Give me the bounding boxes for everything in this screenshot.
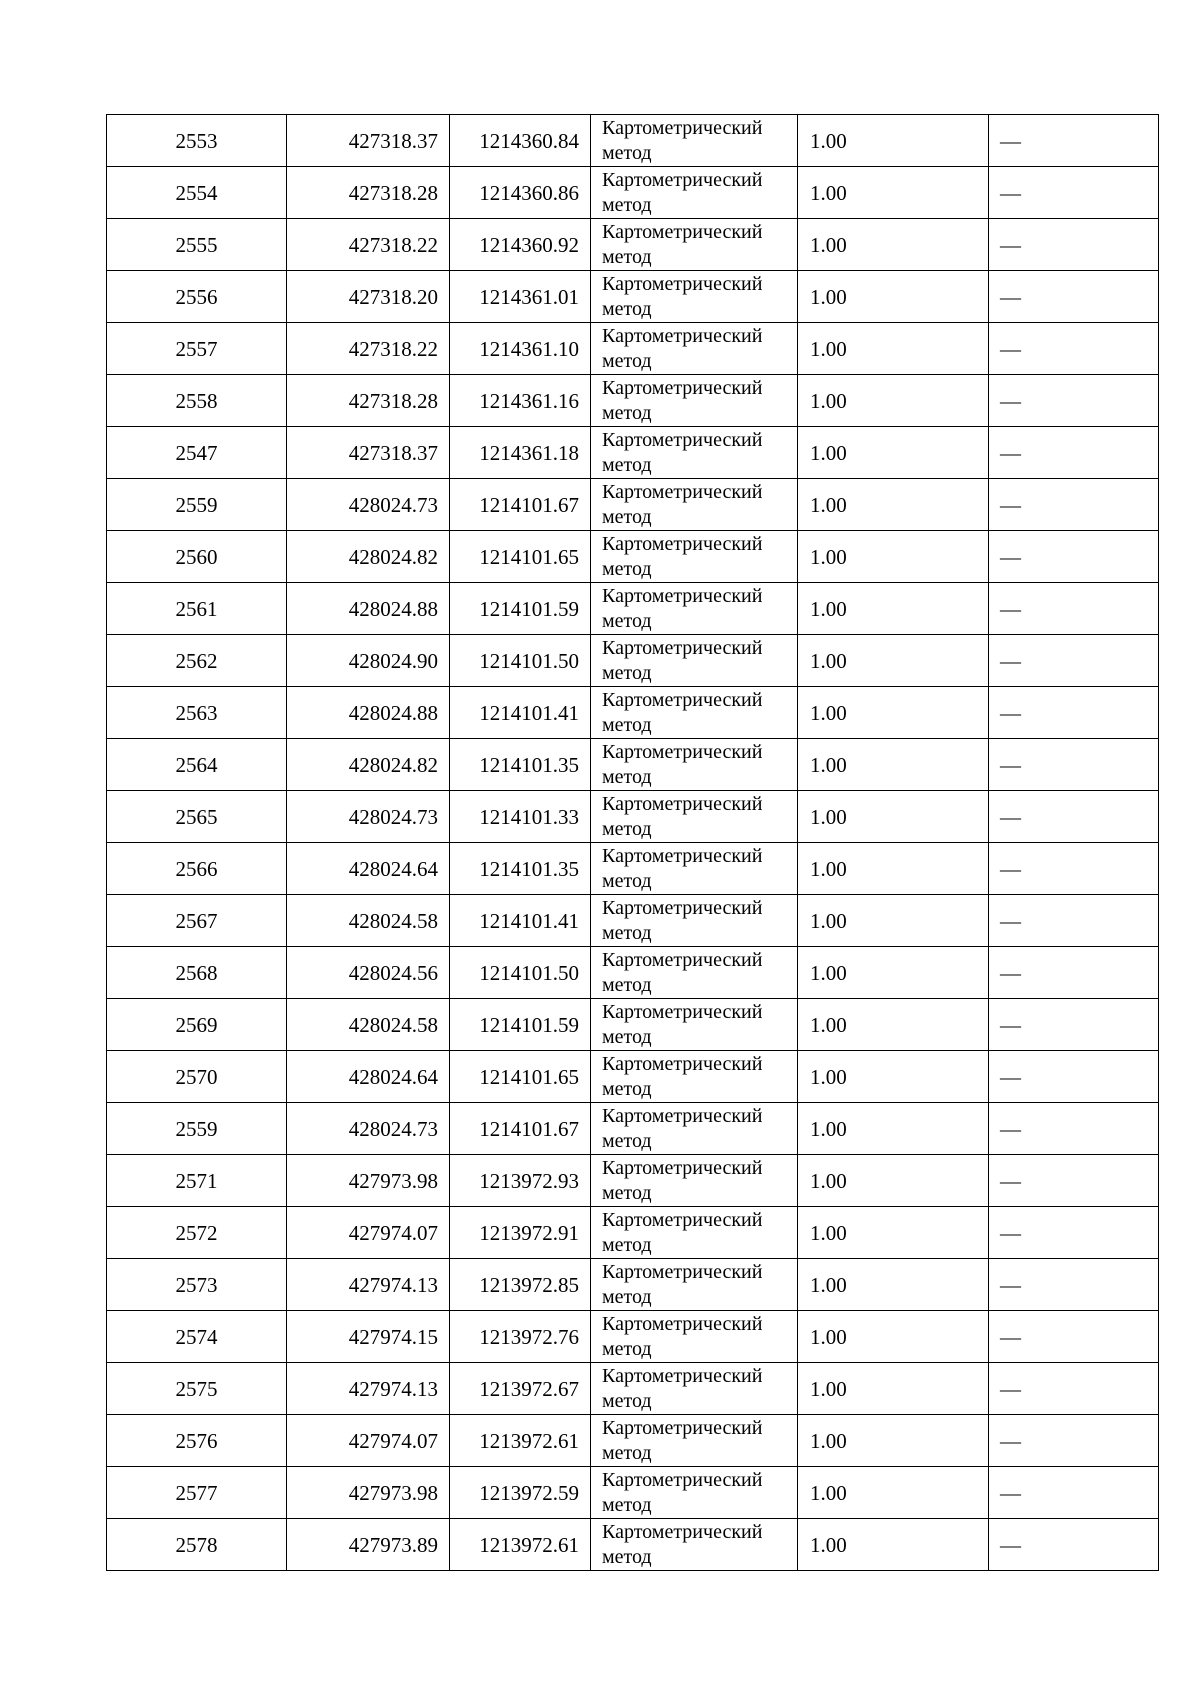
accuracy-cell: 1.00 [798, 635, 989, 687]
accuracy-cell: 1.00 [798, 739, 989, 791]
method-text: Картометрический метод [602, 584, 763, 632]
table-row [107, 1103, 1159, 1155]
table-row [107, 323, 1159, 375]
x-coordinate-cell: 427318.28 [287, 375, 450, 427]
accuracy-cell: 1.00 [798, 1519, 989, 1571]
x-coordinate-cell: 427973.98 [287, 1467, 450, 1519]
x-coordinate-cell: 427318.22 [287, 323, 450, 375]
accuracy-cell: 1.00 [798, 1311, 989, 1363]
y-coordinate-cell: 1214101.35 [450, 843, 591, 895]
accuracy-cell: 1.00 [798, 1467, 989, 1519]
point-number-cell: 2575 [107, 1363, 287, 1415]
method-cell [591, 739, 798, 791]
table-row [107, 427, 1159, 479]
description-cell: — [989, 1051, 1159, 1103]
point-number-cell: 2556 [107, 271, 287, 323]
accuracy-cell: 1.00 [798, 895, 989, 947]
method-cell [591, 1259, 798, 1311]
y-coordinate-cell: 1213972.61 [450, 1519, 591, 1571]
method-cell [591, 1519, 798, 1571]
description-cell: — [989, 1259, 1159, 1311]
accuracy-cell: 1.00 [798, 531, 989, 583]
accuracy-cell: 1.00 [798, 791, 989, 843]
method-cell [591, 479, 798, 531]
method-text: Картометрический метод [602, 1520, 763, 1568]
description-cell: — [989, 427, 1159, 479]
method-text: Картометрический метод [602, 272, 763, 320]
method-cell [591, 635, 798, 687]
x-coordinate-cell: 427318.37 [287, 427, 450, 479]
point-number-cell: 2555 [107, 219, 287, 271]
accuracy-cell: 1.00 [798, 1415, 989, 1467]
point-number-cell: 2578 [107, 1519, 287, 1571]
method-text: Картометрический метод [602, 688, 763, 736]
method-text: Картометрический метод [602, 532, 763, 580]
accuracy-cell: 1.00 [798, 167, 989, 219]
table-row [107, 791, 1159, 843]
accuracy-cell: 1.00 [798, 1207, 989, 1259]
method-cell [591, 1103, 798, 1155]
method-text: Картометрический метод [602, 740, 763, 788]
point-number-cell: 2547 [107, 427, 287, 479]
point-number-cell: 2553 [107, 115, 287, 167]
y-coordinate-cell: 1213972.67 [450, 1363, 591, 1415]
y-coordinate-cell: 1214101.59 [450, 583, 591, 635]
method-text: Картометрический метод [602, 1156, 763, 1204]
x-coordinate-cell: 428024.64 [287, 1051, 450, 1103]
y-coordinate-cell: 1214101.65 [450, 1051, 591, 1103]
method-cell [591, 999, 798, 1051]
method-text: Картометрический метод [602, 376, 763, 424]
table-row [107, 635, 1159, 687]
x-coordinate-cell: 428024.88 [287, 583, 450, 635]
x-coordinate-cell: 428024.82 [287, 531, 450, 583]
table-row [107, 479, 1159, 531]
y-coordinate-cell: 1214101.35 [450, 739, 591, 791]
description-cell: — [989, 531, 1159, 583]
point-number-cell: 2571 [107, 1155, 287, 1207]
point-number-cell: 2572 [107, 1207, 287, 1259]
accuracy-cell: 1.00 [798, 947, 989, 999]
accuracy-cell: 1.00 [798, 323, 989, 375]
y-coordinate-cell: 1213972.85 [450, 1259, 591, 1311]
table-row [107, 167, 1159, 219]
description-cell: — [989, 375, 1159, 427]
x-coordinate-cell: 428024.73 [287, 791, 450, 843]
table-row [107, 843, 1159, 895]
y-coordinate-cell: 1214361.01 [450, 271, 591, 323]
method-cell [591, 531, 798, 583]
method-text: Картометрический метод [602, 792, 763, 840]
method-text: Картометрический метод [602, 1416, 763, 1464]
point-number-cell: 2574 [107, 1311, 287, 1363]
description-cell: — [989, 999, 1159, 1051]
method-cell [591, 323, 798, 375]
method-text: Картометрический метод [602, 168, 763, 216]
x-coordinate-cell: 428024.90 [287, 635, 450, 687]
table-row [107, 375, 1159, 427]
method-cell [591, 1207, 798, 1259]
method-text: Картометрический метод [602, 1000, 763, 1048]
method-text: Картометрический метод [602, 896, 763, 944]
point-number-cell: 2559 [107, 479, 287, 531]
table-row [107, 583, 1159, 635]
x-coordinate-cell: 427974.13 [287, 1363, 450, 1415]
x-coordinate-cell: 427974.07 [287, 1207, 450, 1259]
x-coordinate-cell: 427974.07 [287, 1415, 450, 1467]
y-coordinate-cell: 1214101.50 [450, 947, 591, 999]
point-number-cell: 2573 [107, 1259, 287, 1311]
y-coordinate-cell: 1214361.16 [450, 375, 591, 427]
method-cell [591, 895, 798, 947]
method-text: Картометрический метод [602, 1468, 763, 1516]
point-number-cell: 2554 [107, 167, 287, 219]
point-number-cell: 2563 [107, 687, 287, 739]
y-coordinate-cell: 1214101.41 [450, 687, 591, 739]
point-number-cell: 2568 [107, 947, 287, 999]
description-cell: — [989, 1311, 1159, 1363]
method-cell [591, 219, 798, 271]
x-coordinate-cell: 427973.98 [287, 1155, 450, 1207]
description-cell: — [989, 1207, 1159, 1259]
point-number-cell: 2567 [107, 895, 287, 947]
table-row [107, 895, 1159, 947]
method-cell [591, 1467, 798, 1519]
point-number-cell: 2570 [107, 1051, 287, 1103]
x-coordinate-cell: 427318.20 [287, 271, 450, 323]
method-cell [591, 167, 798, 219]
coordinates-table [106, 114, 1159, 1571]
y-coordinate-cell: 1214101.67 [450, 1103, 591, 1155]
description-cell: — [989, 843, 1159, 895]
table-row [107, 219, 1159, 271]
description-cell: — [989, 323, 1159, 375]
method-text: Картометрический метод [602, 636, 763, 684]
y-coordinate-cell: 1213972.59 [450, 1467, 591, 1519]
table-row [107, 1051, 1159, 1103]
description-cell: — [989, 895, 1159, 947]
method-cell [591, 1363, 798, 1415]
description-cell: — [989, 115, 1159, 167]
method-cell [591, 947, 798, 999]
y-coordinate-cell: 1214101.59 [450, 999, 591, 1051]
method-text: Картометрический метод [602, 1104, 763, 1152]
table-row [107, 1467, 1159, 1519]
method-text: Картометрический метод [602, 844, 763, 892]
method-cell [591, 115, 798, 167]
table-row [107, 1363, 1159, 1415]
table-row [107, 531, 1159, 583]
accuracy-cell: 1.00 [798, 271, 989, 323]
x-coordinate-cell: 428024.73 [287, 479, 450, 531]
method-cell [591, 791, 798, 843]
accuracy-cell: 1.00 [798, 999, 989, 1051]
table-row [107, 1259, 1159, 1311]
description-cell: — [989, 687, 1159, 739]
method-text: Картометрический метод [602, 948, 763, 996]
table-row [107, 1207, 1159, 1259]
x-coordinate-cell: 428024.64 [287, 843, 450, 895]
point-number-cell: 2564 [107, 739, 287, 791]
table-row [107, 687, 1159, 739]
y-coordinate-cell: 1214101.50 [450, 635, 591, 687]
description-cell: — [989, 635, 1159, 687]
method-text: Картометрический метод [602, 1052, 763, 1100]
accuracy-cell: 1.00 [798, 1051, 989, 1103]
point-number-cell: 2557 [107, 323, 287, 375]
x-coordinate-cell: 427318.28 [287, 167, 450, 219]
point-number-cell: 2565 [107, 791, 287, 843]
method-text: Картометрический метод [602, 220, 763, 268]
method-cell [591, 1051, 798, 1103]
y-coordinate-cell: 1214101.33 [450, 791, 591, 843]
y-coordinate-cell: 1214361.10 [450, 323, 591, 375]
x-coordinate-cell: 427974.13 [287, 1259, 450, 1311]
x-coordinate-cell: 427318.22 [287, 219, 450, 271]
y-coordinate-cell: 1214360.92 [450, 219, 591, 271]
table-row [107, 1415, 1159, 1467]
x-coordinate-cell: 428024.58 [287, 999, 450, 1051]
y-coordinate-cell: 1213972.76 [450, 1311, 591, 1363]
x-coordinate-cell: 428024.58 [287, 895, 450, 947]
description-cell: — [989, 1467, 1159, 1519]
x-coordinate-cell: 427973.89 [287, 1519, 450, 1571]
description-cell: — [989, 739, 1159, 791]
accuracy-cell: 1.00 [798, 843, 989, 895]
method-cell [591, 1415, 798, 1467]
accuracy-cell: 1.00 [798, 219, 989, 271]
accuracy-cell: 1.00 [798, 583, 989, 635]
table-row [107, 1519, 1159, 1571]
description-cell: — [989, 219, 1159, 271]
method-text: Картометрический метод [602, 480, 763, 528]
method-text: Картометрический метод [602, 116, 763, 164]
point-number-cell: 2569 [107, 999, 287, 1051]
description-cell: — [989, 583, 1159, 635]
y-coordinate-cell: 1214101.41 [450, 895, 591, 947]
method-cell [591, 843, 798, 895]
description-cell: — [989, 167, 1159, 219]
description-cell: — [989, 479, 1159, 531]
method-cell [591, 427, 798, 479]
description-cell: — [989, 1363, 1159, 1415]
method-text: Картометрический метод [602, 1364, 763, 1412]
method-cell [591, 1155, 798, 1207]
description-cell: — [989, 1103, 1159, 1155]
method-text: Картометрический метод [602, 324, 763, 372]
method-text: Картометрический метод [602, 1208, 763, 1256]
point-number-cell: 2560 [107, 531, 287, 583]
point-number-cell: 2576 [107, 1415, 287, 1467]
y-coordinate-cell: 1214361.18 [450, 427, 591, 479]
method-cell [591, 687, 798, 739]
method-cell [591, 1311, 798, 1363]
y-coordinate-cell: 1214101.65 [450, 531, 591, 583]
coordinates-table-body [107, 115, 1159, 1571]
description-cell: — [989, 791, 1159, 843]
description-cell: — [989, 1519, 1159, 1571]
table-row [107, 999, 1159, 1051]
table-row [107, 739, 1159, 791]
description-cell: — [989, 1155, 1159, 1207]
y-coordinate-cell: 1213972.91 [450, 1207, 591, 1259]
table-row [107, 1155, 1159, 1207]
x-coordinate-cell: 428024.73 [287, 1103, 450, 1155]
point-number-cell: 2558 [107, 375, 287, 427]
method-text: Картометрический метод [602, 428, 763, 476]
method-cell [591, 583, 798, 635]
y-coordinate-cell: 1214360.84 [450, 115, 591, 167]
accuracy-cell: 1.00 [798, 115, 989, 167]
x-coordinate-cell: 428024.82 [287, 739, 450, 791]
y-coordinate-cell: 1214360.86 [450, 167, 591, 219]
accuracy-cell: 1.00 [798, 1103, 989, 1155]
y-coordinate-cell: 1214101.67 [450, 479, 591, 531]
accuracy-cell: 1.00 [798, 479, 989, 531]
accuracy-cell: 1.00 [798, 1259, 989, 1311]
x-coordinate-cell: 428024.56 [287, 947, 450, 999]
description-cell: — [989, 271, 1159, 323]
method-text: Картометрический метод [602, 1312, 763, 1360]
method-cell [591, 271, 798, 323]
description-cell: — [989, 1415, 1159, 1467]
point-number-cell: 2562 [107, 635, 287, 687]
table-row [107, 115, 1159, 167]
table-row [107, 271, 1159, 323]
point-number-cell: 2577 [107, 1467, 287, 1519]
y-coordinate-cell: 1213972.61 [450, 1415, 591, 1467]
point-number-cell: 2561 [107, 583, 287, 635]
accuracy-cell: 1.00 [798, 687, 989, 739]
point-number-cell: 2559 [107, 1103, 287, 1155]
table-row [107, 1311, 1159, 1363]
accuracy-cell: 1.00 [798, 1363, 989, 1415]
method-text: Картометрический метод [602, 1260, 763, 1308]
x-coordinate-cell: 427318.37 [287, 115, 450, 167]
x-coordinate-cell: 428024.88 [287, 687, 450, 739]
table-row [107, 947, 1159, 999]
description-cell: — [989, 947, 1159, 999]
accuracy-cell: 1.00 [798, 375, 989, 427]
method-cell [591, 375, 798, 427]
accuracy-cell: 1.00 [798, 1155, 989, 1207]
point-number-cell: 2566 [107, 843, 287, 895]
x-coordinate-cell: 427974.15 [287, 1311, 450, 1363]
accuracy-cell: 1.00 [798, 427, 989, 479]
y-coordinate-cell: 1213972.93 [450, 1155, 591, 1207]
